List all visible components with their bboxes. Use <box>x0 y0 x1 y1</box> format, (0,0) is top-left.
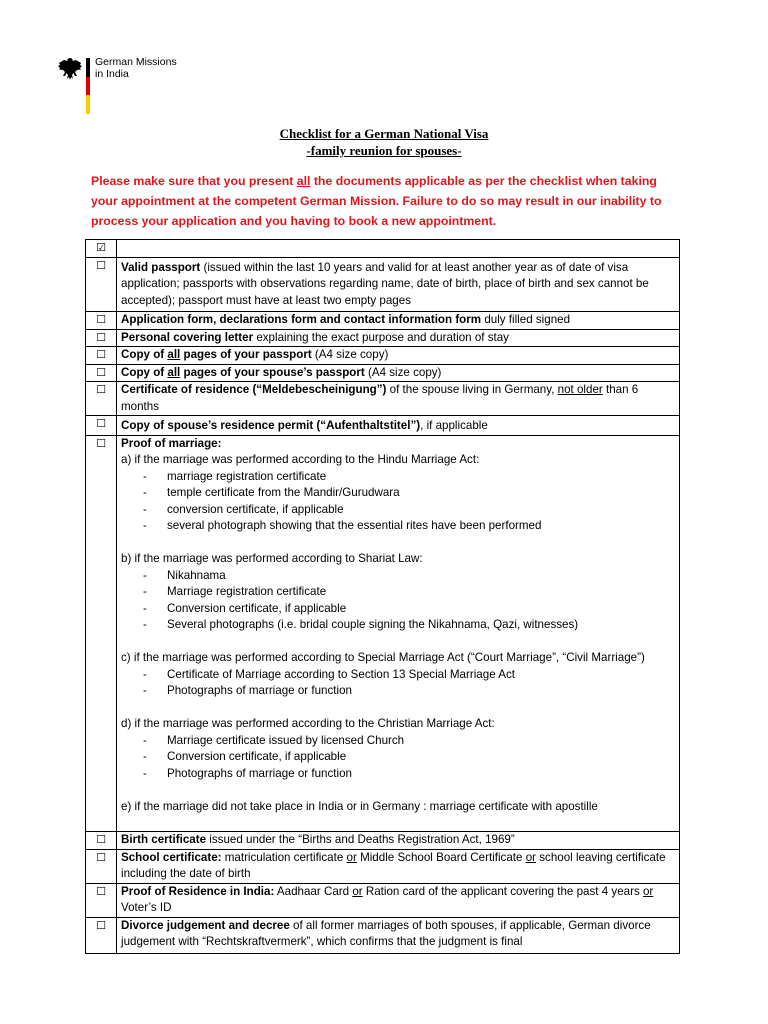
checkbox-school-certificate[interactable]: ☐ <box>86 849 117 883</box>
table-row <box>86 883 680 917</box>
logo-line-2: in India <box>95 68 129 80</box>
table-row <box>86 832 680 850</box>
item-title: School certificate: <box>121 850 222 864</box>
item-application <box>117 312 680 330</box>
item-detail-underlined: not older <box>557 383 603 396</box>
table-row <box>86 364 680 382</box>
item-title: Birth certificate <box>121 833 207 846</box>
checkbox-proof-of-marriage[interactable]: ☐ <box>86 435 117 832</box>
marriage-c-title: c) if the marriage was performed according to Special Marriage Act (“Court Marriage”, “Civil Marriage”) <box>121 651 645 664</box>
marriage-a-title: a) if the marriage was performed according to the Hindu Marriage Act: <box>121 453 480 466</box>
table-row <box>86 416 680 436</box>
item-title: Divorce judgement and decree <box>121 918 290 932</box>
german-missions-logo <box>57 56 187 116</box>
list-item: - Marriage registration certificate <box>143 585 327 598</box>
table-row <box>86 849 680 883</box>
german-flag-stripe <box>86 58 90 114</box>
item-title: Personal covering letter <box>121 330 254 344</box>
list-item: - Several photographs (i.e. bridal couple signing the Nikahnama, Qazi, witnesses) <box>143 618 579 631</box>
item-title-2: pages of your spouse’s passport <box>180 365 365 379</box>
marriage-d-list <box>121 733 675 783</box>
checkbox-passport[interactable]: ☐ <box>86 257 117 312</box>
checkbox-residence[interactable]: ☐ <box>86 382 117 416</box>
item-residence-permit <box>117 416 680 436</box>
marriage-a-list <box>121 469 675 535</box>
item-title: Application form, declarations form and contact information form <box>121 313 482 326</box>
item-residence <box>117 382 680 416</box>
item-india-residence: Proof of Residence in India: Aadhaar Card or Ration card of the applicant covering the past 4 years or Voter’s ID <box>117 883 680 917</box>
marriage-b-list <box>121 568 675 634</box>
item-detail: (A4 size copy) <box>364 365 442 379</box>
item-passport <box>117 257 680 312</box>
header-cell <box>117 240 680 258</box>
table-row <box>86 347 680 365</box>
important-notice <box>91 171 681 231</box>
logo-line-1: German Missions <box>95 56 177 68</box>
marriage-d-title: d) if the marriage was performed according to the Christian Marriage Act: <box>121 717 495 730</box>
item-title-1: Copy of <box>121 365 168 379</box>
marriage-heading: Proof of marriage: <box>121 436 222 450</box>
logo-text <box>95 56 177 80</box>
item-divorce <box>117 917 680 953</box>
table-row <box>86 917 680 953</box>
item-covering-letter <box>117 329 680 347</box>
document-subtitle: -family reunion for spouses- <box>306 143 462 158</box>
table-header-row <box>86 240 680 258</box>
item-detail: (issued within the last 10 years and valid for at least another year as of date of visa application; passports with observations regarding name, date of birth, place of birth and sex cannot be accepted); passport must have at least two empty pages <box>121 260 649 307</box>
checkbox-application[interactable]: ☐ <box>86 312 117 330</box>
item-title: Certificate of residence (“Meldebescheinigung”) <box>121 383 387 396</box>
list-item: - Nikahnama <box>143 568 226 582</box>
item-detail: duly filled signed <box>481 313 571 326</box>
checkbox-copy-spouse-passport[interactable]: ☐ <box>86 364 117 382</box>
notice-part-2: the documents applicable as per the checklist when taking your appointment at the competent German Mission. Failure to do so may result in our inability to process your application and you having to book a new appointment. <box>91 174 662 228</box>
item-title: Copy of spouse’s residence permit (“Aufenthaltstitel”) <box>121 419 421 432</box>
list-item: - temple certificate from the Mandir/Gurudwara <box>143 486 400 499</box>
checkbox-residence-permit[interactable]: ☐ <box>86 416 117 436</box>
item-title: Valid passport <box>121 260 201 274</box>
item-detail: of the spouse living in Germany, <box>386 383 558 396</box>
item-detail: of all former marriages of both spouses, if applicable, German divorce judgement with “Rechtskraftvermerk”, which confirms that the judgment is final <box>121 918 651 948</box>
checkbox-birth-certificate[interactable]: ☐ <box>86 832 117 850</box>
item-title-underlined: all <box>167 348 181 361</box>
list-item: - Certificate of Marriage according to Section 13 Special Marriage Act <box>143 667 515 681</box>
marriage-c-list <box>121 667 675 700</box>
item-copy-spouse-passport <box>117 364 680 382</box>
list-item: - Photographs of marriage or function <box>143 766 352 780</box>
document-title: Checklist for a German National Visa <box>279 126 489 141</box>
item-title-2: pages of your passport <box>180 348 312 361</box>
checked-box-icon: ☑ <box>86 240 117 258</box>
item-proof-of-marriage <box>117 435 680 832</box>
item-birth-certificate <box>117 832 680 850</box>
list-item: - conversion certificate, if applicable <box>143 502 344 516</box>
checkbox-india-residence[interactable]: ☐ <box>86 883 117 917</box>
item-title-1: Copy of <box>121 348 168 361</box>
item-detail: issued under the “Births and Deaths Registration Act, 1969” <box>206 833 515 846</box>
item-school-certificate: School certificate: matriculation certificate or Middle School Board Certificate or school leaving certificate including the date of birth <box>117 849 680 883</box>
item-detail: explaining the exact purpose and duration of stay <box>253 330 509 344</box>
table-row <box>86 382 680 416</box>
notice-part-1: Please make sure that you present <box>91 174 297 188</box>
item-detail-end: than 6 months <box>121 383 639 413</box>
item-title-underlined: all <box>167 365 181 379</box>
item-detail: (A4 size copy) <box>311 348 389 361</box>
list-item: - Photographs of marriage or function <box>143 684 352 697</box>
table-row <box>86 257 680 312</box>
checkbox-divorce[interactable]: ☐ <box>86 917 117 953</box>
table-row <box>86 312 680 330</box>
federal-eagle-icon <box>57 56 83 82</box>
marriage-e-title: e) if the marriage did not take place in India or in Germany : marriage certificate with apostille <box>121 799 598 813</box>
table-row <box>86 329 680 347</box>
list-item: - Marriage certificate issued by licensed Church <box>143 733 405 747</box>
checklist-table <box>85 239 680 954</box>
list-item: - marriage registration certificate <box>143 469 327 483</box>
notice-underlined: all <box>296 174 311 188</box>
checkbox-covering-letter[interactable]: ☐ <box>86 329 117 347</box>
table-row <box>86 435 680 832</box>
list-item: - Conversion certificate, if applicable <box>143 601 347 615</box>
item-detail: , if applicable <box>420 419 488 432</box>
list-item: - several photograph showing that the essential rites have been performed <box>143 519 542 532</box>
checkbox-copy-passport[interactable]: ☐ <box>86 347 117 365</box>
list-item: - Conversion certificate, if applicable <box>143 750 347 763</box>
item-title: Proof of Residence in India: <box>121 884 275 898</box>
item-copy-passport <box>117 347 680 365</box>
marriage-b-title: b) if the marriage was performed according to Shariat Law: <box>121 552 423 565</box>
